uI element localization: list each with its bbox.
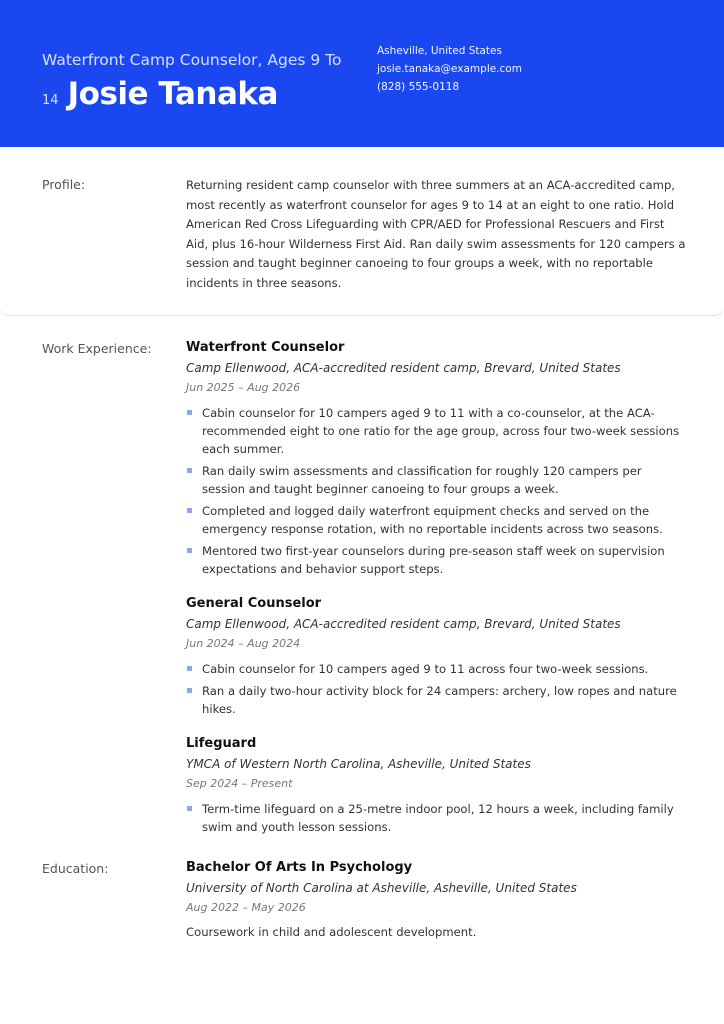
job-target-title-continued: 14 (42, 93, 59, 108)
job-title: Waterfront Counselor (186, 340, 345, 355)
education-label: Education: (42, 861, 109, 876)
profile-summary: Returning resident camp counselor with three summers at an ACA-accredited camp, most recently as waterfront counselor for ages 9 to 14 at an eight to one ratio. Hold American Red Cross Lifeguarding with CPR/AED for Professional Rescuers and First Aid, plus 16-hour Wilderness First Aid. Ran daily swim assessments for 120 campers a session and taught beginner canoeing to four groups a week, with no reportable incidents in three seasons. (186, 178, 686, 290)
bullet-text: Cabin counselor for 10 campers aged 9 to 11 across four two-week sessions. (202, 662, 649, 676)
job-bullets (186, 660, 686, 718)
list-item (186, 404, 686, 458)
job-organization: YMCA of Western North Carolina, Asheville, United States (186, 757, 531, 771)
list-item (186, 682, 686, 718)
bullet-square-icon (187, 688, 192, 693)
bullet-text: Term-time lifeguard on a 25-metre indoor pool, 12 hours a week, including family swim and youth lesson sessions. (202, 802, 674, 834)
education-dates: Aug 2022 – May 2026 (186, 901, 306, 914)
job-dates: Jun 2024 – Aug 2024 (186, 637, 301, 650)
job-bullets (186, 404, 686, 578)
contact-info (377, 42, 522, 96)
list-item (186, 462, 686, 498)
bullet-square-icon (187, 666, 192, 671)
job-dates: Sep 2024 – Present (186, 777, 293, 790)
job-organization: Camp Ellenwood, ACA-accredited resident camp, Brevard, United States (186, 617, 621, 631)
profile-label: Profile: (42, 177, 86, 192)
education-note: Coursework in child and adolescent development. (186, 925, 477, 939)
header-title-block (42, 48, 362, 121)
profile-section (0, 147, 724, 316)
bullet-square-icon (187, 468, 192, 473)
contact-phone[interactable]: (828) 555-0118 (377, 81, 460, 93)
list-item (186, 660, 686, 678)
bullet-text: Cabin counselor for 10 campers aged 9 to 11 with a co-counselor, at the ACA-recommended eight to one ratio for the age group, across four two-week sessions each summer. (202, 406, 680, 456)
job-entry (186, 594, 686, 722)
job-organization: Camp Ellenwood, ACA-accredited resident camp, Brevard, United States (186, 361, 621, 375)
list-item (186, 502, 686, 538)
contact-email[interactable]: josie.tanaka@example.com (377, 63, 522, 75)
job-title: Lifeguard (186, 736, 257, 751)
job-entry (186, 734, 686, 840)
list-item (186, 542, 686, 578)
bullet-square-icon (187, 508, 192, 513)
bullet-text: Ran a daily two-hour activity block for 24 campers: archery, low ropes and nature hikes. (202, 684, 677, 716)
school-name: University of North Carolina at Asheville, Asheville, United States (186, 881, 577, 895)
job-dates: Jun 2025 – Aug 2026 (186, 381, 301, 394)
education-entry (186, 858, 686, 941)
bullet-square-icon (187, 806, 192, 811)
job-target-title: Waterfront Camp Counselor, Ages 9 To (42, 51, 342, 69)
candidate-name: Josie Tanaka (67, 76, 278, 112)
job-bullets (186, 800, 686, 836)
bullet-text: Mentored two first-year counselors during pre-season staff week on supervision expectations and behavior support steps. (202, 544, 665, 576)
degree-title: Bachelor Of Arts In Psychology (186, 860, 413, 875)
bullet-square-icon (187, 410, 192, 415)
list-item (186, 800, 686, 836)
job-title: General Counselor (186, 596, 322, 611)
bullet-square-icon (187, 548, 192, 553)
name-row (42, 74, 362, 121)
resume-header (0, 0, 724, 147)
work-experience-label: Work Experience: (42, 341, 152, 356)
bullet-text: Ran daily swim assessments and classification for roughly 120 campers per session and taught beginner canoeing to four groups a week. (202, 464, 642, 496)
contact-location: Asheville, United States (377, 45, 502, 57)
bullet-text: Completed and logged daily waterfront equipment checks and served on the emergency response rotation, with no reportable incidents across two seasons. (202, 504, 663, 536)
job-entry (186, 338, 686, 582)
